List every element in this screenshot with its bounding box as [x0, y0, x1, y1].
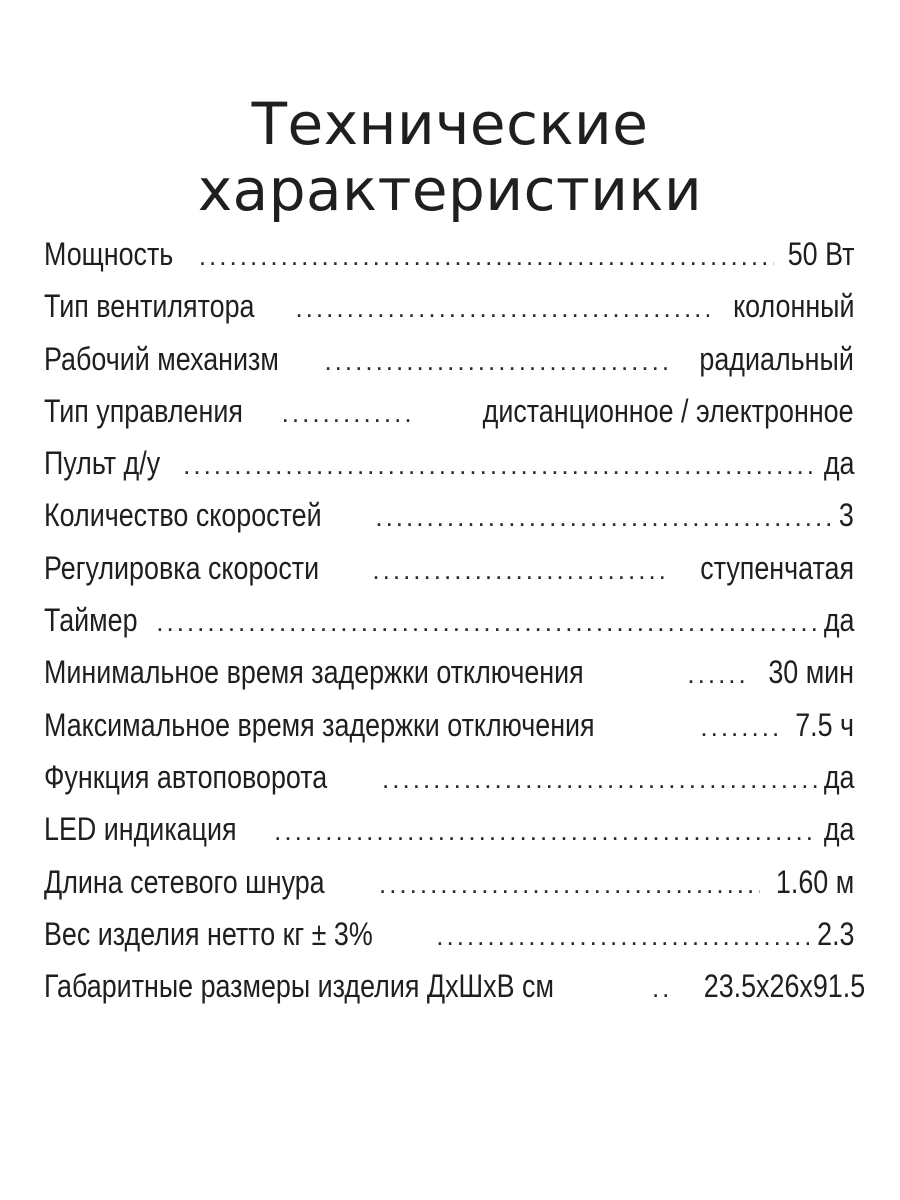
- dot-leader: [382, 764, 817, 795]
- spec-value: 1.60 м: [775, 863, 854, 900]
- spec-label: Максимальное время задержки отключения: [44, 706, 595, 743]
- dot-leader: [379, 869, 760, 900]
- spec-row-remote: [44, 445, 854, 497]
- spec-label: Тип управления: [44, 392, 243, 429]
- spec-row-oscillation: [44, 759, 854, 811]
- spec-row-mechanism: [44, 341, 854, 393]
- spec-row-fan-type: [44, 288, 854, 340]
- spec-value: да: [823, 602, 854, 639]
- dot-leader: [156, 607, 816, 638]
- dot-leader: [375, 502, 835, 533]
- spec-label: Рабочий механизм: [44, 340, 279, 377]
- spec-label: Количество скоростей: [44, 497, 322, 534]
- spec-row-timer: [44, 602, 854, 654]
- spec-label: Таймер: [44, 602, 138, 639]
- spec-value: 7.5 ч: [795, 706, 854, 743]
- spec-row-max-delay: [44, 707, 854, 759]
- spec-list: [44, 236, 865, 1020]
- spec-value: ступенчатая: [700, 549, 854, 586]
- page-title-line-2: характеристики: [197, 155, 703, 224]
- dot-leader: [295, 293, 708, 324]
- spec-label: Длина сетевого шнура: [44, 863, 325, 900]
- dot-leader: [700, 712, 783, 743]
- spec-row-weight: [44, 916, 854, 968]
- spec-value: радиальный: [699, 340, 854, 377]
- page-title: [0, 91, 900, 223]
- spec-label: Вес изделия нетто кг ± 3%: [44, 915, 373, 952]
- spec-row-cord-length: [44, 864, 854, 916]
- spec-label: Функция автоповорота: [44, 758, 328, 795]
- dot-leader: [687, 659, 751, 690]
- spec-value: колонный: [732, 288, 854, 325]
- spec-value: да: [823, 445, 854, 482]
- spec-label: Регулировка скорости: [44, 549, 320, 586]
- spec-row-speed-control: [44, 550, 854, 602]
- spec-value: да: [823, 758, 854, 795]
- dot-leader: [372, 555, 670, 586]
- spec-value: 30 мин: [768, 654, 854, 691]
- dot-leader: [274, 816, 816, 847]
- spec-label: LED индикация: [44, 811, 237, 848]
- dot-leader: [199, 241, 774, 272]
- spec-label: Мощность: [44, 236, 174, 272]
- dot-leader: [436, 921, 808, 952]
- spec-value: дистанционное / электронное: [483, 392, 854, 429]
- spec-row-min-delay: [44, 654, 854, 706]
- spec-value: 2.3: [816, 915, 854, 952]
- spec-label: Габаритные размеры изделия ДхШхВ см: [44, 968, 554, 1005]
- spec-value: 50 Вт: [787, 236, 854, 272]
- page-title-line-1: Технические: [251, 89, 649, 158]
- spec-value: 23.5x26x91.5: [703, 968, 865, 1005]
- spec-value: да: [823, 811, 854, 848]
- dot-leader: [282, 398, 412, 429]
- spec-row-control-type: [44, 393, 854, 445]
- spec-row-power: [44, 236, 854, 288]
- dot-leader: [652, 973, 672, 1004]
- spec-row-led: [44, 811, 854, 863]
- spec-row-speed-count: [44, 497, 854, 549]
- dot-leader: [324, 346, 669, 377]
- spec-label: Пульт д/у: [44, 445, 161, 482]
- spec-label: Минимальное время задержки отключения: [44, 654, 584, 691]
- spec-row-dimensions: [44, 968, 865, 1020]
- spec-label: Тип вентилятора: [44, 288, 255, 325]
- dot-leader: [183, 450, 817, 481]
- spec-value: 3: [839, 497, 854, 534]
